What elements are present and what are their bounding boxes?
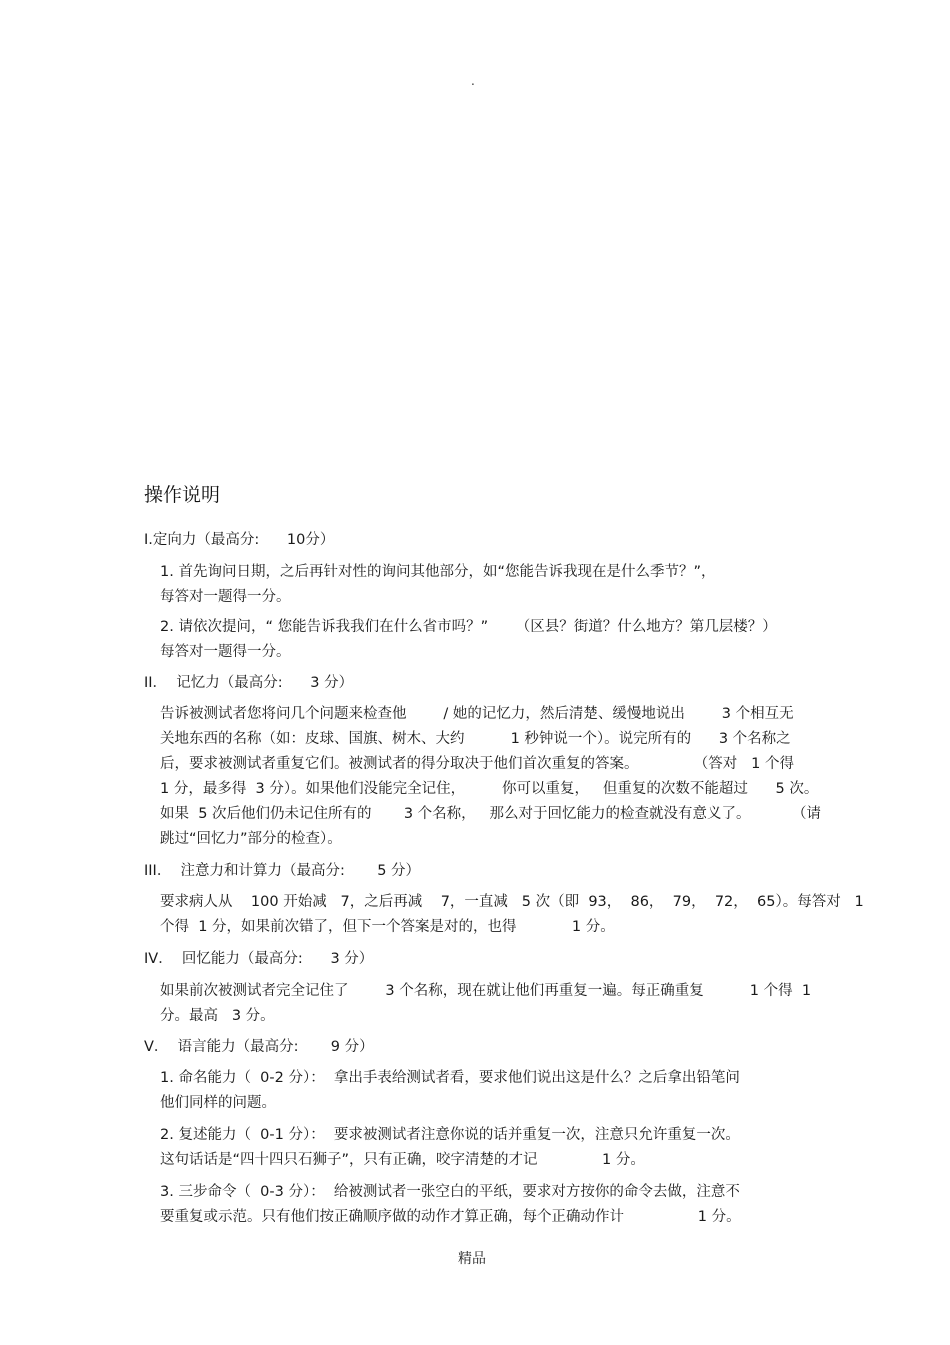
section-5-q3-line-2: 要重复或示范。只有他们按正确顺序做的动作才算正确，每个正确动作计 1 分。 <box>160 1209 741 1225</box>
section-2-line: 跳过“回忆力”部分的检查）。 <box>160 831 342 847</box>
section-2-heading: II． 记忆力（最高分: 3 分） <box>144 675 354 691</box>
section-3-heading: III． 注意力和计算力（最高分: 5 分） <box>144 863 421 879</box>
section-2-line: 如果 5 次后他们仍未记住所有的 3 个名称， 那么对于回忆能力的检查就没有意义了。 （请 <box>160 806 821 822</box>
section-2-line: 告诉被测试者您将问几个问题来检查他 / 她的记忆力，然后清楚、缓慢地说出 3 个相互无 <box>160 706 794 722</box>
section-4-line: 分。最高 3 分。 <box>160 1008 275 1024</box>
section-1-heading: I.定向力（最高分: 10分） <box>144 532 335 548</box>
section-2-line: 1 分，最多得 3 分）。如果他们没能完全记住， 你可以重复， 但重复的次数不能超过 5 次。 <box>160 781 819 797</box>
section-5-heading: V． 语言能力（最高分: 9 分） <box>144 1039 374 1055</box>
section-5-q3-line-1: 3. 三步命令（ 0-3 分）： 给被测试者一张空白的平纸，要求对方按你的命令去做，注意不 <box>160 1184 740 1200</box>
section-3-line: 个得 1 分，如果前次错了，但下一个答案是对的，也得 1 分。 <box>160 919 615 935</box>
page-title: 操作说明 <box>144 484 221 506</box>
footer-label: 精品 <box>458 1251 486 1267</box>
section-4-heading: IV． 回忆能力（最高分: 3 分） <box>144 951 374 967</box>
section-1-q2-line-2: 每答对一题得一分。 <box>160 644 291 660</box>
header-dot: . <box>471 74 475 88</box>
section-1-q1-line-2: 每答对一题得一分。 <box>160 589 291 605</box>
section-3-line: 要求病人从 100 开始减 7，之后再减 7，一直减 5 次（即 93， 86， 79， 72， 65）。每答对 1 <box>160 894 864 910</box>
section-2-line: 后，要求被测试者重复它们。被测试者的得分取决于他们首次重复的答案。 （答对 1 个得 <box>160 756 794 772</box>
section-5-q1-line-2: 他们同样的问题。 <box>160 1095 276 1111</box>
section-5-q1-line-1: 1. 命名能力（ 0-2 分）： 拿出手表给测试者看，要求他们说出这是什么？之后拿出铅笔问 <box>160 1070 740 1086</box>
section-4-line: 如果前次被测试者完全记住了 3 个名称，现在就让他们再重复一遍。每正确重复 1 个得 1 <box>160 983 812 999</box>
section-5-q2-line-2: 这句话话是“四十四只石狮子”，只有正确，咬字清楚的才记 1 分。 <box>160 1152 645 1168</box>
section-1-q2-line-1: 2. 请依次提问，“ 您能告诉我我们在什么省市吗？” （区县？街道？什么地方？第几层楼？） <box>160 619 777 635</box>
section-1-q1-line-1: 1. 首先询问日期，之后再针对性的询问其他部分，如“您能告诉我现在是什么季节？”， <box>160 564 716 580</box>
section-5-q2-line-1: 2. 复述能力（ 0-1 分）： 要求被测试者注意你说的话并重复一次，注意只允许重复一次。 <box>160 1127 740 1143</box>
section-2-line: 关地东西的名称（如：皮球、国旗、树木、大约 1 秒钟说一个）。说完所有的 3 个名称之 <box>160 731 791 747</box>
